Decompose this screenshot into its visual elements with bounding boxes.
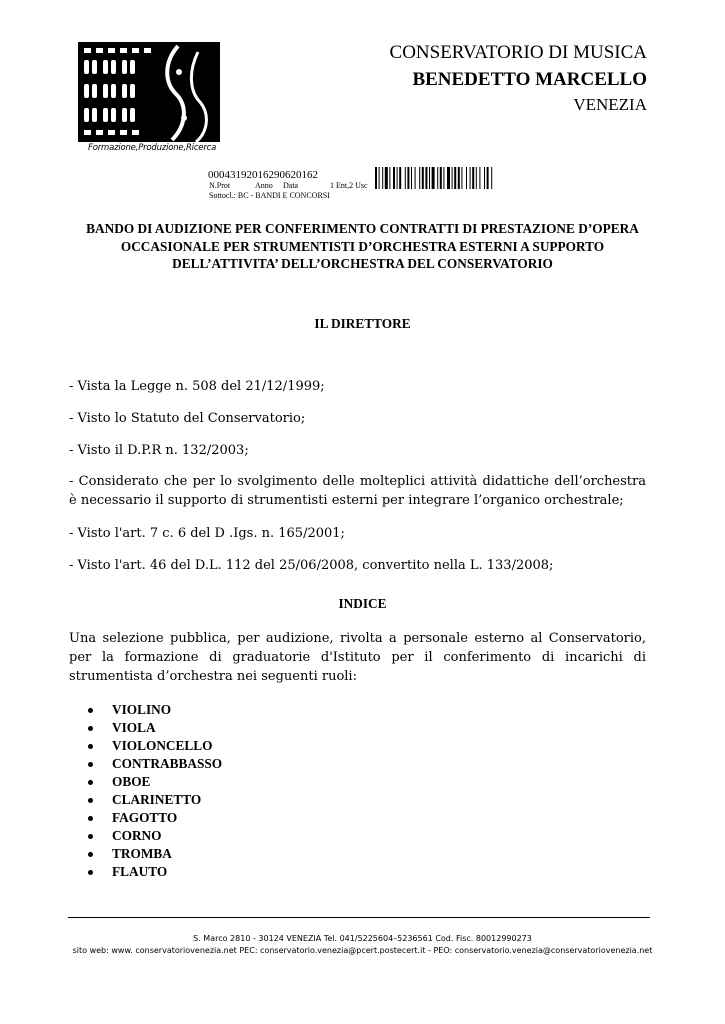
role-label: OBOE	[112, 774, 151, 789]
premise-2: - Visto lo Statuto del Conservatorio;	[69, 411, 306, 426]
premise-3: - Visto il D.P.R n. 132/2003;	[69, 443, 249, 458]
bullet-icon	[88, 852, 93, 857]
index-paragraph: Una selezione pubblica, per audizione, rivolta a personale esterno al Conservatorio, per la formazione di graduatorie d'Istituto per il conferimento di incarichi di strumentista d’orchestra nei seguenti ruoli:	[69, 631, 646, 684]
role-label: TROMBA	[112, 846, 172, 861]
footer-divider	[68, 917, 650, 918]
protocol-subclass: Sottocl.: BC - BANDI E CONCORSI	[209, 191, 330, 200]
title-line2: OCCASIONALE PER STRUMENTISTI D’ORCHESTRA ESTERNI A SUPPORTO	[120, 238, 605, 254]
protocol-label-type: 1 Ent,2 Usc	[330, 181, 368, 190]
bullet-icon	[88, 708, 93, 713]
director-heading: IL DIRETTORE	[314, 316, 411, 331]
role-label: CONTRABBASSO	[112, 756, 223, 771]
role-label: CLARINETTO	[112, 792, 202, 807]
footer-contacts: sito web: www. conservatoriovenezia.net PEC: conservatorio.venezia@pcert.postecert.it - PEO: conservatorio.venezia@conservatoriovenezia.net	[72, 946, 653, 955]
role-label: VIOLA	[112, 720, 156, 735]
bullet-icon	[88, 744, 93, 749]
premise-6: - Visto l'art. 46 del D.L. 112 del 25/06/2008, convertito nella L. 133/2008;	[69, 558, 554, 573]
bullet-icon	[88, 798, 93, 803]
institution-name-line2: BENEDETTO MARCELLO	[412, 69, 647, 90]
list-item	[88, 773, 222, 791]
bullet-icon	[88, 834, 93, 839]
barcode	[375, 167, 565, 189]
institution-city: VENEZIA	[573, 95, 647, 114]
document-title	[70, 220, 655, 273]
list-item	[88, 827, 222, 845]
list-item	[88, 719, 222, 737]
protocol-label-nprot: N.Prot	[209, 181, 231, 190]
list-item	[88, 845, 222, 863]
bullet-icon	[88, 780, 93, 785]
bullet-icon	[88, 870, 93, 875]
footer-address: S. Marco 2810 - 30124 VENEZIA Tel. 041/5225604–5236561 Cod. Fisc. 80012990273	[193, 934, 532, 943]
protocol-number: 0004319201629062016​2	[208, 169, 318, 181]
protocol-label-anno: Anno	[255, 181, 273, 190]
role-label: FLAUTO	[112, 864, 168, 879]
list-item	[88, 791, 222, 809]
title-line1: BANDO DI AUDIZIONE PER CONFERIMENTO CONTRATTI DI PRESTAZIONE D’OPERA	[86, 221, 639, 236]
bullet-icon	[88, 762, 93, 767]
role-label: VIOLONCELLO	[112, 738, 213, 753]
institution-name-line1: CONSERVATORIO DI MUSICA	[389, 42, 647, 63]
protocol-label-data: Data	[283, 181, 299, 190]
logo-caption: Formazione,Produzione,Ricerca	[88, 143, 217, 153]
list-item	[88, 755, 222, 773]
role-label: FAGOTTO	[112, 810, 178, 825]
premise-5: - Visto l'art. 7 c. 6 del D .Igs. n. 165/2001;	[69, 526, 345, 541]
premise-1: - Vista la Legge n. 508 del 21/12/1999;	[69, 379, 325, 394]
bullet-icon	[88, 726, 93, 731]
role-label: CORNO	[112, 828, 162, 843]
list-item	[88, 737, 222, 755]
list-item	[88, 809, 222, 827]
premise-4: - Considerato che per lo svolgimento delle molteplici attività didattiche dell’orchestra è necessario il supporto di strumentisti esterni per integrare l’organico orchestrale;	[69, 474, 646, 508]
role-label: VIOLINO	[112, 702, 172, 717]
title-line3: DELL’ATTIVITA’ DELL’ORCHESTRA DEL CONSERVATORIO	[172, 256, 553, 271]
conservatory-logo	[78, 42, 248, 154]
bullet-icon	[88, 816, 93, 821]
logo-mark-icon	[78, 42, 248, 154]
index-heading: INDICE	[338, 596, 387, 611]
roles-list	[88, 701, 222, 881]
list-item	[88, 701, 222, 719]
barcode-icon	[375, 167, 565, 189]
list-item	[88, 863, 222, 881]
